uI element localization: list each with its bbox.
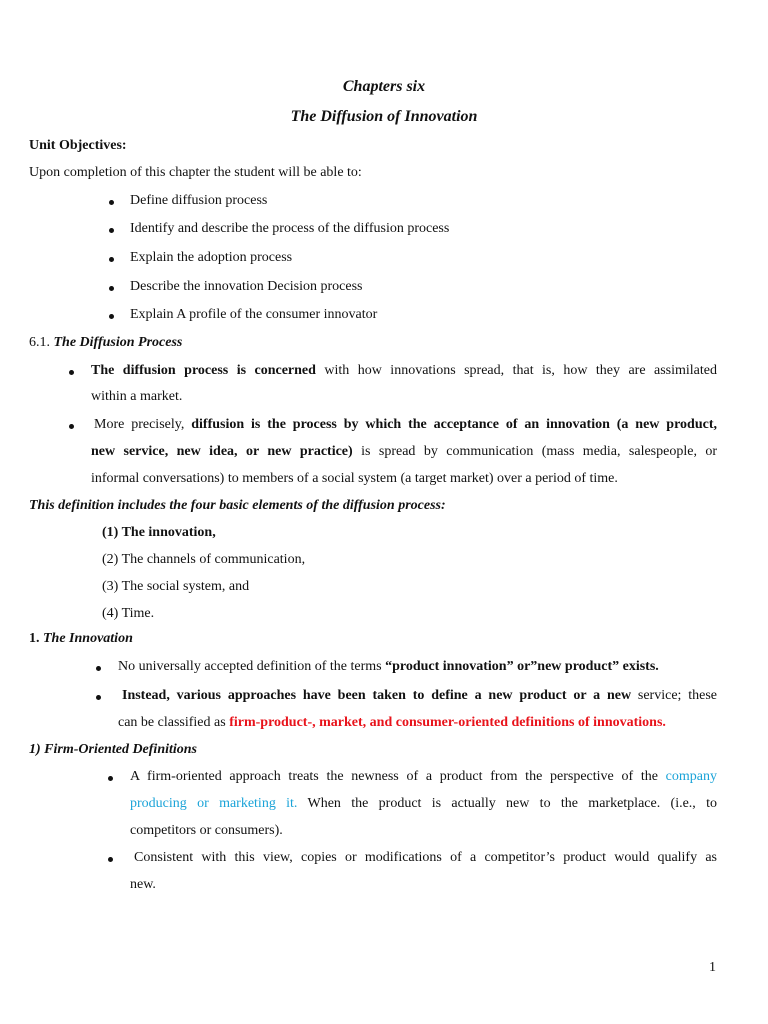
bold-phrase: “product innovation” or”new product” exists. xyxy=(385,659,659,674)
text-span: can be classified as xyxy=(118,715,226,730)
bullet-icon xyxy=(108,857,113,862)
paragraph-line: new. xyxy=(130,877,156,892)
highlight-phrase: firm-product-, market, and consumer-oriented definitions of innovations. xyxy=(229,715,666,730)
unit-objectives-heading: Unit Objectives: xyxy=(29,138,127,153)
intro-text: Upon completion of this chapter the student will be able to: xyxy=(29,165,362,180)
element-item: (3) The social system, and xyxy=(102,579,250,594)
text-span: A firm-oriented approach treats the newness of a product from the perspective of the xyxy=(130,769,658,784)
element-item: (2) The channels of communication, xyxy=(102,552,306,567)
section-number: 1. xyxy=(29,631,40,646)
paragraph-line xyxy=(130,770,717,784)
text-span: with how innovations spread, that is, how they are assimilated xyxy=(324,363,717,378)
firm-oriented-heading: 1) Firm-Oriented Definitions xyxy=(29,742,198,757)
definition-note: This definition includes the four basic elements of the diffusion process: xyxy=(29,498,446,513)
paragraph-line: Consistent with this view, copies or modifications of a competitor’s product would qualify as xyxy=(134,850,717,865)
objective-item: Identify and describe the process of the diffusion process xyxy=(130,221,450,236)
paragraph-line xyxy=(130,797,717,811)
objective-item: Explain the adoption process xyxy=(130,250,293,265)
bullet-icon xyxy=(69,424,74,429)
paragraph-line xyxy=(91,445,717,459)
highlight-phrase: producing or marketing it. xyxy=(130,796,298,811)
paragraph-line xyxy=(91,364,717,378)
page-number: 1 xyxy=(709,960,716,975)
bullet-icon xyxy=(108,776,113,781)
paragraph-line: within a market. xyxy=(91,389,183,404)
bold-phrase: Instead, various approaches have been taken to define a new product or a new xyxy=(122,688,632,703)
paragraph-line xyxy=(118,660,659,674)
bold-phrase: The diffusion process is concerned xyxy=(91,363,316,378)
bullet-icon xyxy=(109,314,114,319)
text-span: is spread by communication (mass media, salespeople, or xyxy=(361,444,718,459)
section-title: The Innovation xyxy=(43,631,133,646)
paragraph-line: informal conversations) to members of a social system (a target market) over a period of time. xyxy=(91,471,618,486)
text-span: When the product is actually new to the marketplace. (i.e., to xyxy=(307,796,717,811)
chapter-title: The Diffusion of Innovation xyxy=(290,108,478,125)
paragraph-line xyxy=(122,689,717,703)
bullet-icon xyxy=(109,257,114,262)
paragraph-line xyxy=(94,418,717,432)
bullet-icon xyxy=(96,666,101,671)
bullet-icon xyxy=(96,695,101,700)
paragraph-line: competitors or consumers). xyxy=(130,823,283,838)
bullet-icon xyxy=(109,228,114,233)
section-title: The Diffusion Process xyxy=(53,335,183,350)
chapter-heading: Chapters six xyxy=(342,78,426,95)
text-span: service; these xyxy=(637,688,718,703)
objective-item: Describe the innovation Decision process xyxy=(130,279,363,294)
paragraph-line xyxy=(118,716,666,730)
objective-item: Explain A profile of the consumer innovator xyxy=(130,307,378,322)
section-number: 6.1. xyxy=(29,335,50,350)
section-6-1-heading xyxy=(29,336,182,350)
bullet-icon xyxy=(109,200,114,205)
bold-phrase: new service, new idea, or new practice) xyxy=(91,444,353,459)
text-span: No universally accepted definition of the terms xyxy=(118,659,382,674)
section-1-heading xyxy=(29,632,133,646)
highlight-phrase: company xyxy=(665,769,717,784)
text-span: More precisely, xyxy=(94,417,185,432)
element-item: (4) Time. xyxy=(102,606,155,621)
bullet-icon xyxy=(69,370,74,375)
bullet-icon xyxy=(109,286,114,291)
objective-item: Define diffusion process xyxy=(130,193,268,208)
bold-phrase: diffusion is the process by which the acceptance of an innovation (a new product, xyxy=(191,417,717,432)
element-item: (1) The innovation, xyxy=(102,525,216,540)
